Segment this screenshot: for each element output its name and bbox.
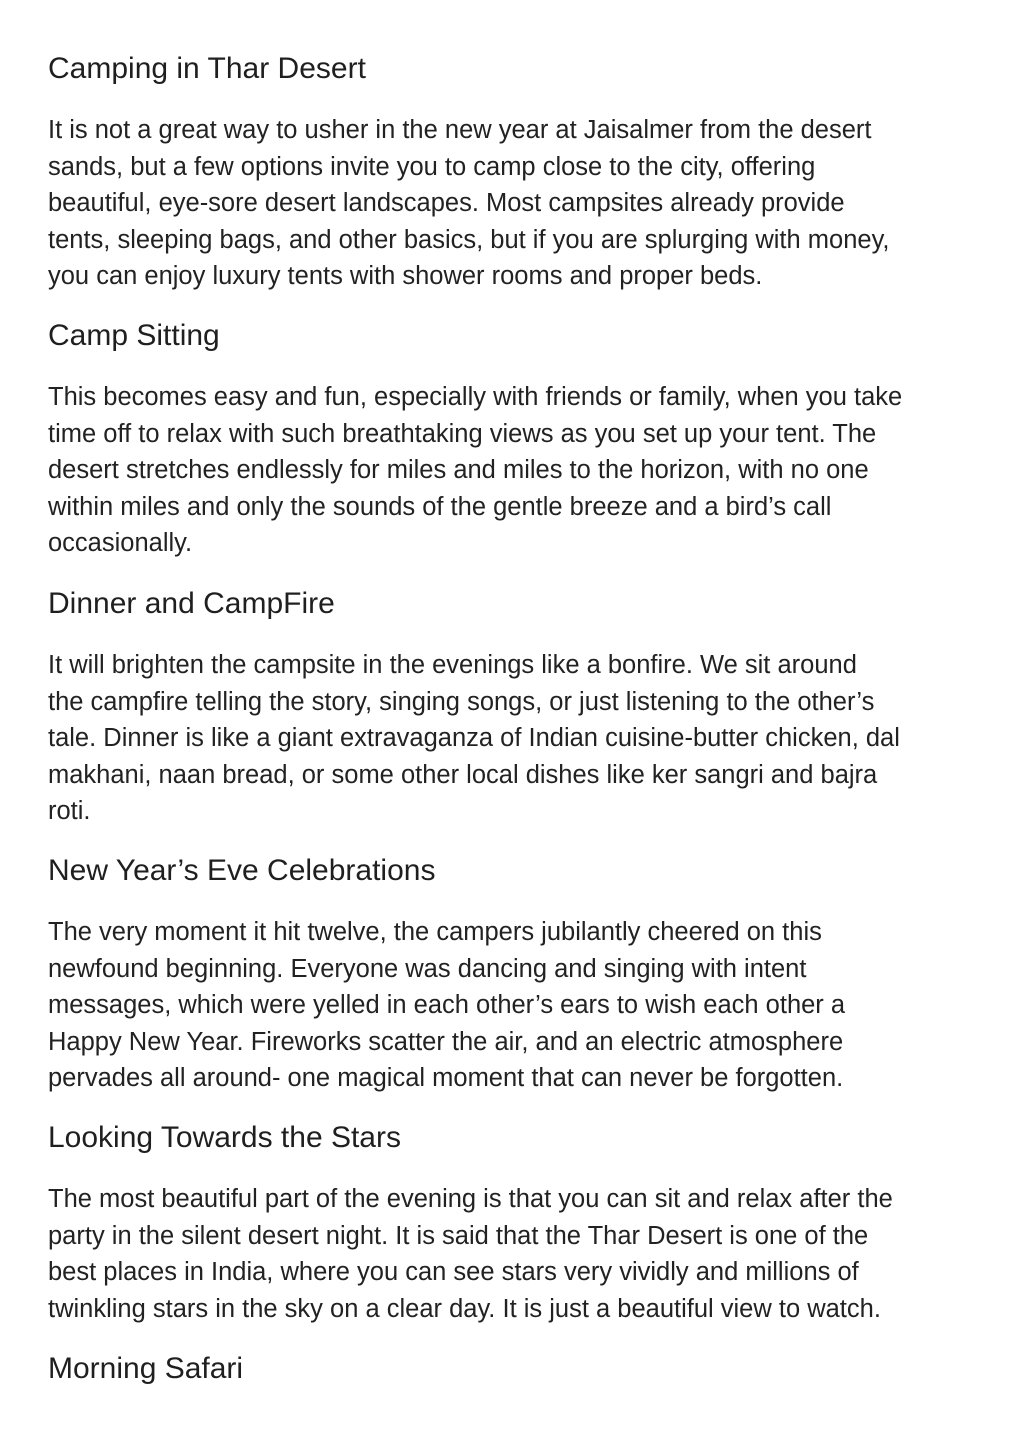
paragraph-line: occasionally.: [48, 529, 193, 557]
section-paragraph: [48, 1181, 893, 1327]
paragraph-line: best places in India, where you can see stars very vividly and millions of: [48, 1258, 859, 1286]
paragraph-line: newfound beginning. Everyone was dancing and singing with intent: [48, 954, 807, 983]
paragraph-line: you can enjoy luxury tents with shower rooms and proper beds.: [48, 262, 763, 290]
paragraph-line: tale. Dinner is like a giant extravaganza of Indian cuisine-butter chicken, dal: [48, 724, 900, 752]
section-paragraph: [48, 379, 902, 562]
paragraph-line: beautiful, eye-sore desert landscapes. Most campsites already provide: [48, 189, 845, 217]
paragraph-line: makhani, naan bread, or some other local dishes like ker sangri and bajra: [48, 760, 878, 789]
paragraph-line: the campfire telling the story, singing songs, or just listening to the other’s: [48, 687, 875, 716]
paragraph-line: sands, but a few options invite you to camp close to the city, offering: [48, 152, 816, 181]
paragraph-line: It is not a great way to usher in the new year at Jaisalmer from the desert: [48, 116, 872, 144]
paragraph-line: tents, sleeping bags, and other basics, but if you are splurging with money,: [48, 225, 890, 254]
paragraph-line: twinkling stars in the sky on a clear day. It is just a beautiful view to watch.: [48, 1294, 881, 1323]
paragraph-line: Happy New Year. Fireworks scatter the air, and an electric atmosphere: [48, 1027, 844, 1056]
paragraph-line: The very moment it hit twelve, the campers jubilantly cheered on this: [48, 918, 822, 946]
section-heading: Looking Towards the Stars: [48, 1121, 401, 1154]
section-paragraph: [48, 914, 845, 1097]
paragraph-line: roti.: [48, 797, 91, 825]
paragraph-line: time off to relax with such breathtaking views as you set up your tent. The: [48, 419, 877, 448]
paragraph-line: The most beautiful part of the evening is that you can sit and relax after the: [48, 1185, 893, 1213]
paragraph-line: within miles and only the sounds of the gentle breeze and a bird’s call: [48, 492, 832, 521]
section-heading: Dinner and CampFire: [48, 587, 335, 620]
section-paragraph: [48, 647, 900, 830]
section-heading: New Year’s Eve Celebrations: [48, 854, 436, 887]
paragraph-line: pervades all around- one magical moment that can never be forgotten.: [48, 1064, 844, 1092]
section-paragraph: [48, 112, 890, 295]
section-heading: Morning Safari: [48, 1352, 244, 1385]
section-heading: Camping in Thar Desert: [48, 52, 366, 85]
section-heading: Camp Sitting: [48, 319, 220, 352]
paragraph-line: It will brighten the campsite in the evenings like a bonfire. We sit around: [48, 651, 857, 679]
paragraph-line: party in the silent desert night. It is said that the Thar Desert is one of the: [48, 1221, 869, 1250]
paragraph-line: messages, which were yelled in each other’s ears to wish each other a: [48, 991, 846, 1019]
paragraph-line: desert stretches endlessly for miles and miles to the horizon, with no one: [48, 456, 869, 484]
paragraph-line: This becomes easy and fun, especially with friends or family, when you take: [48, 383, 903, 411]
